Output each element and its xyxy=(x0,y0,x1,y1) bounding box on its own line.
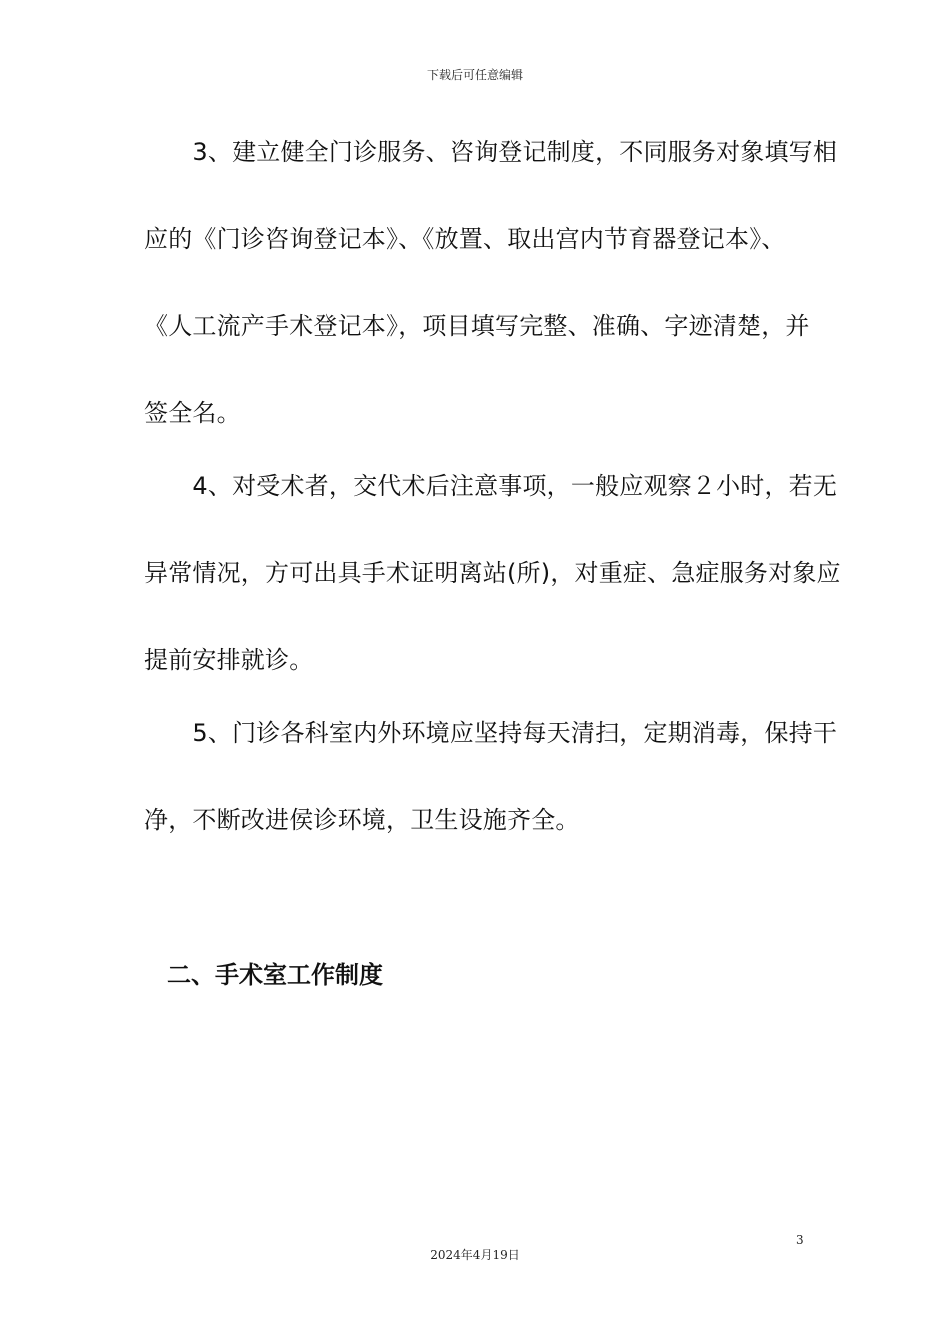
page-number: 3 xyxy=(796,1233,804,1247)
paragraph-4-line-3: 提前安排就诊。 xyxy=(144,646,314,674)
paragraph-4-line-1: 4、对受术者，交代术后注意事项，一般应观察２小时，若无 xyxy=(144,472,838,500)
section-heading: 二、手术室工作制度 xyxy=(167,961,383,989)
paragraph-5-line-1: 5、门诊各科室内外环境应坚持每天清扫，定期消毒，保持干 xyxy=(144,719,838,747)
paragraph-4-line-2: 异常情况，方可出具手术证明离站(所)，对重症、急症服务对象应 xyxy=(144,559,841,587)
paragraph-3-line-2: 应的《门诊咨询登记本》、《放置、取出宫内节育器登记本》、 xyxy=(144,225,786,253)
paragraph-3-line-4: 签全名。 xyxy=(144,399,241,427)
header-note: 下载后可任意编辑 xyxy=(426,68,523,82)
paragraph-3-line-3: 《人工流产手术登记本》，项目填写完整、准确、字迹清楚，并 xyxy=(144,312,810,340)
paragraph-5-line-2: 净，不断改进侯诊环境，卫生设施齐全。 xyxy=(144,806,580,834)
paragraph-3-line-1: 3、建立健全门诊服务、咨询登记制度，不同服务对象填写相 xyxy=(144,138,838,166)
footer-date: 2024年4月19日 xyxy=(430,1248,520,1262)
